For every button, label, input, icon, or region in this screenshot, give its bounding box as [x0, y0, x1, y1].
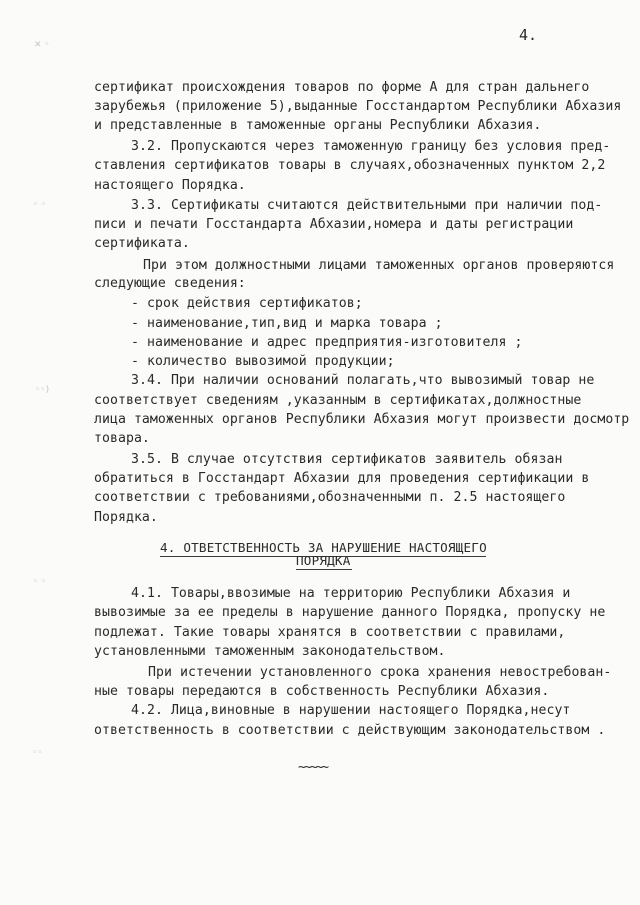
text-line: вывозимые за ее пределы в нарушение данного Порядка, пропуску не [94, 605, 606, 620]
list-item: - наименование и адрес предприятия-изготовителя ; [131, 335, 523, 350]
end-mark: ~~~~~ [298, 760, 328, 775]
margin-mark: ✕ ◦ [34, 40, 50, 50]
text-line: и представленные в таможенные органы Республики Абхазия. [94, 118, 542, 133]
heading-underline [296, 569, 352, 570]
text-line: 3.2. Пропускаются через таможенную границу без условия пред- [131, 139, 611, 154]
text-line: лица таможенных органов Республики Абхазия могут произвести досмотр [94, 412, 630, 427]
text-line: ставления сертификатов товары в случаях,обозначенных пунктом 2,2 [94, 158, 606, 173]
text-line: товара. [94, 431, 150, 446]
section-heading-line1: 4. ОТВЕТСТВЕННОСТЬ ЗА НАРУШЕНИЕ НАСТОЯЩЕГО [160, 540, 487, 555]
text-line: следующие сведения: [94, 276, 246, 291]
list-item: - срок действия сертификатов; [131, 296, 363, 311]
text-line: При этом должностными лицами таможенных органов проверяются [143, 258, 615, 273]
margin-mark: ◦ ◦ [33, 200, 47, 210]
list-item: - наименование,тип,вид и марка товара ; [131, 316, 443, 331]
text-line: установленными таможенным законодательством. [94, 644, 446, 659]
text-line: Порядка. [94, 510, 158, 525]
list-item: - количество вывозимой продукции; [131, 354, 395, 369]
text-line: соответствии с требованиями,обозначенными п. 2.5 настоящего [94, 490, 566, 505]
text-line: 4.2. Лица,виновные в нарушении настоящего Порядка,несут [131, 703, 571, 718]
text-line: ответственность в соответствии с действующим законодательством . [94, 723, 606, 738]
page-number: 4. [519, 26, 538, 44]
text-line: сертификат происхождения товаров по форме А для стран дальнего [94, 80, 590, 95]
text-line: соответствует сведениям ,указанным в сертификатах,должностные [94, 393, 582, 408]
text-line: 3.4. При наличии оснований полагать,что вывозимый товар не [131, 373, 595, 388]
text-line: 3.3. Сертификаты считаются действительными при наличии под- [131, 198, 603, 213]
text-line: 3.5. В случае отсутствия сертификатов заявитель обязан [131, 452, 563, 467]
text-line: ные товары передаются в собственность Республики Абхазия. [94, 684, 550, 699]
text-line: настоящего Порядка. [94, 178, 246, 193]
text-line: При истечении установленного срока хранения невостребован- [148, 665, 612, 680]
text-line: сертификата. [94, 236, 190, 251]
margin-mark: ◦ ◦ [33, 577, 47, 587]
text-line: писи и печати Госстандарта Абхазии,номера и даты регистрации [94, 217, 574, 232]
section-heading-line2: ПОРЯДКА [296, 553, 351, 568]
text-line: обратиться в Госстандарт Абхазии для проведения сертификации в [94, 471, 590, 486]
text-line: зарубежья (приложение 5),выданные Госстандартом Республики Абхазия [94, 99, 622, 114]
margin-mark: ◦◦ [32, 748, 43, 758]
text-line: подлежат. Такие товары хранятся в соответствии с правилами, [94, 625, 566, 640]
margin-mark: ◦◦) [35, 385, 50, 395]
text-line: 4.1. Товары,ввозимые на территорию Республики Абхазия и [131, 586, 571, 601]
